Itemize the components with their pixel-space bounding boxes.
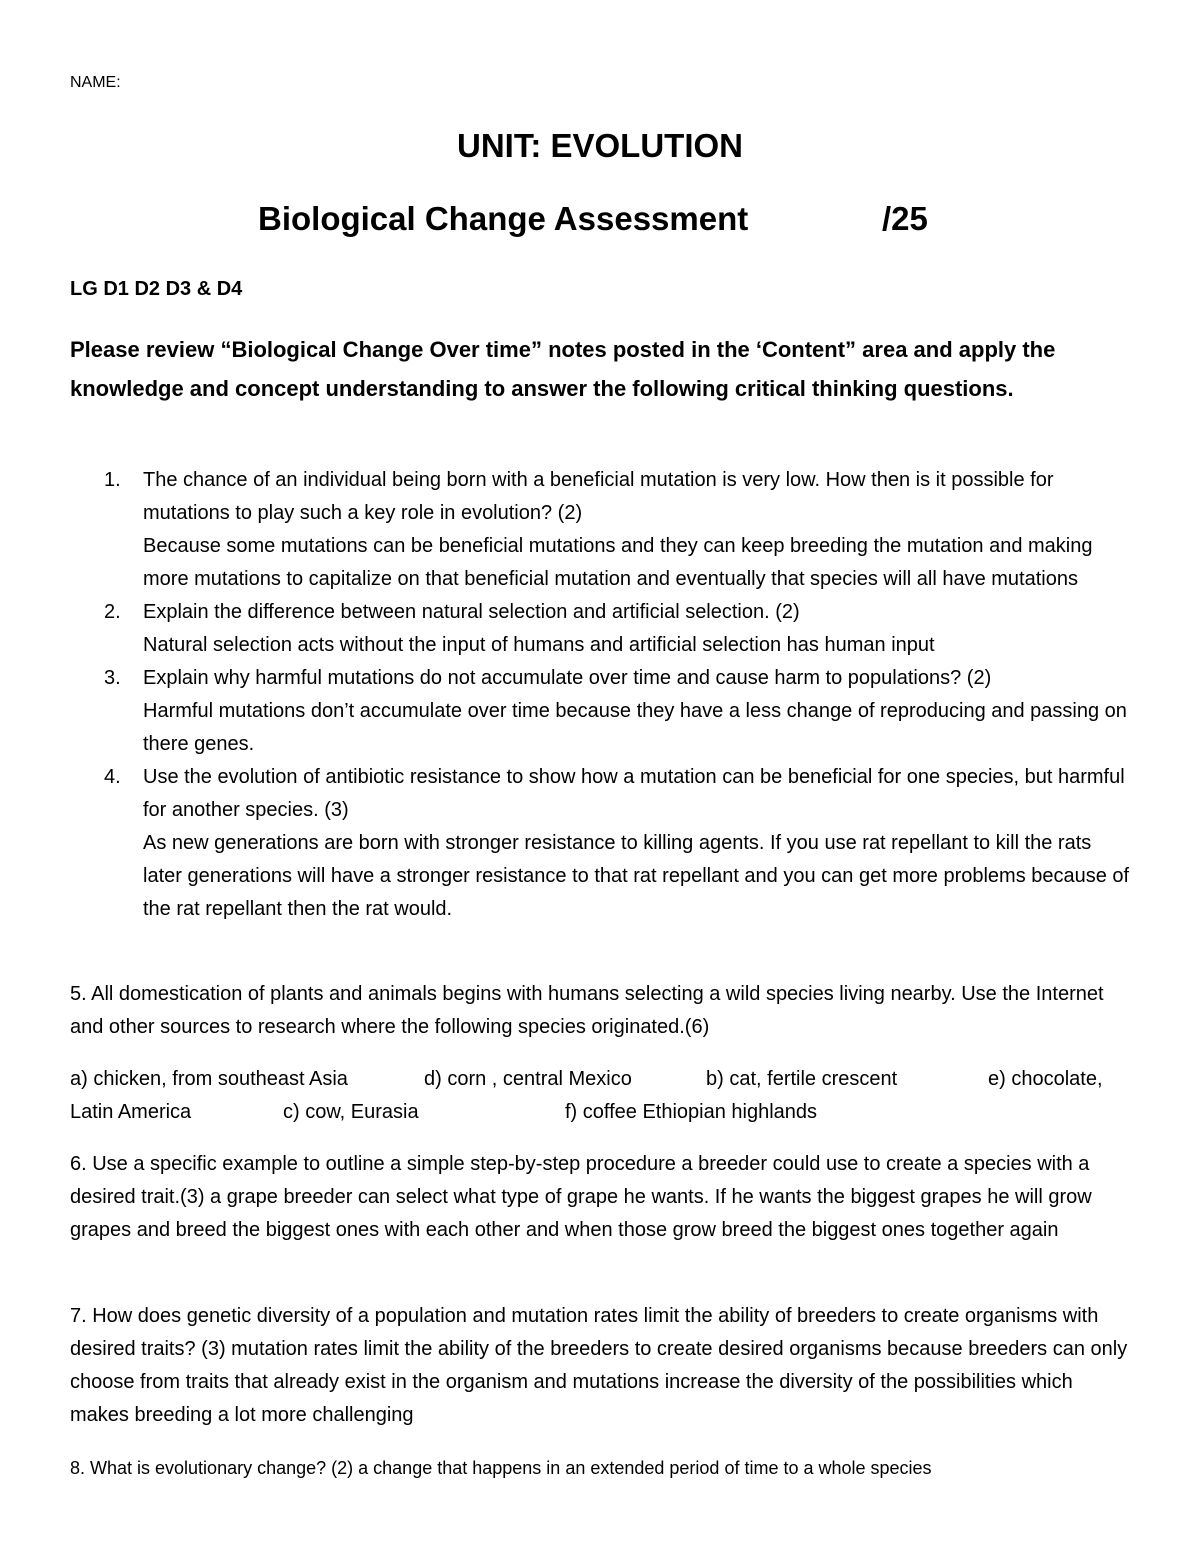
question-8-text: 8. What is evolutionary change? (2) a change that happens in an extended period of time to a whole species bbox=[70, 1458, 932, 1478]
answer-text: As new generations are born with stronger resistance to killing agents. If you use rat repellant to kill the rats later generations will have a stronger resistance to that rat repellant and you can get more problems because of the rat repellant then the rat would. bbox=[143, 832, 1130, 920]
question-number: 3. bbox=[104, 667, 121, 689]
question-text: Use the evolution of antibiotic resistance to show how a mutation can be beneficial for one species, but harmful for another species. (3) bbox=[143, 766, 1125, 821]
question-item-2 bbox=[70, 596, 1130, 662]
question-7-text: 7. How does genetic diversity of a population and mutation rates limit the ability of breeders to create organisms with desired traits? (3) mutation rates limit the ability of the breeders to create desired organisms because breeders can only choose from traits that already exist in the organism and mutations increase the diversity of the possibilities which makes breeding a lot more challenging bbox=[70, 1305, 1128, 1426]
question-text: Explain the difference between natural selection and artificial selection. (2) bbox=[143, 601, 800, 623]
answer-text: Because some mutations can be beneficial mutations and they can keep breeding the mutation and making more mutations to capitalize on that beneficial mutation and eventually that species will all have mutations bbox=[143, 535, 1093, 590]
question-number: 4. bbox=[104, 766, 121, 788]
origin-e: e) chocolate, bbox=[988, 1068, 1103, 1090]
assessment-title: Biological Change Assessment bbox=[258, 200, 749, 237]
numbered-question-list bbox=[70, 464, 1130, 926]
question-item-4 bbox=[70, 761, 1130, 926]
origin-f: f) coffee Ethiopian highlands bbox=[565, 1101, 818, 1123]
instructions: Please review “Biological Change Over time” notes posted in the ‘Content” area and apply the knowledge and concept understanding to answer the following critical thinking questions. bbox=[70, 337, 1056, 401]
origin-d: d) corn , central Mexico bbox=[424, 1068, 632, 1090]
question-5-text: 5. All domestication of plants and animals begins with humans selecting a wild species living nearby. Use the Internet and other sources to research where the following species originated.(6) bbox=[70, 983, 1104, 1038]
origin-e-continued: Latin America bbox=[70, 1101, 192, 1123]
question-number: 2. bbox=[104, 601, 121, 623]
question-item-3 bbox=[70, 662, 1130, 761]
origin-c: c) cow, Eurasia bbox=[283, 1101, 419, 1123]
name-label: NAME: bbox=[70, 74, 121, 91]
question-6-text: 6. Use a specific example to outline a simple step-by-step procedure a breeder could use to create a species with a desired trait.(3) a grape breeder can select what type of grape he wants. If he wants the biggest grapes he will grow grapes and breed the biggest ones with each other and when those grow breed the biggest ones together again bbox=[70, 1153, 1092, 1241]
answer-text: Natural selection acts without the input of humans and artificial selection has human input bbox=[143, 634, 935, 656]
question-text: The chance of an individual being born with a beneficial mutation is very low. How then is it possible for mutations to play such a key role in evolution? (2) bbox=[143, 469, 1054, 524]
question-number: 1. bbox=[104, 469, 121, 491]
score-total: /25 bbox=[882, 200, 928, 237]
origin-a: a) chicken, from southeast Asia bbox=[70, 1068, 348, 1090]
question-text: Explain why harmful mutations do not accumulate over time and cause harm to populations? (2) bbox=[143, 667, 992, 689]
learning-goals: LG D1 D2 D3 & D4 bbox=[70, 278, 243, 300]
unit-title: UNIT: EVOLUTION bbox=[457, 127, 743, 164]
origin-b: b) cat, fertile crescent bbox=[706, 1068, 898, 1090]
answer-text: Harmful mutations don’t accumulate over time because they have a less change of reproducing and passing on there genes. bbox=[143, 700, 1127, 755]
question-item-1 bbox=[70, 464, 1130, 596]
